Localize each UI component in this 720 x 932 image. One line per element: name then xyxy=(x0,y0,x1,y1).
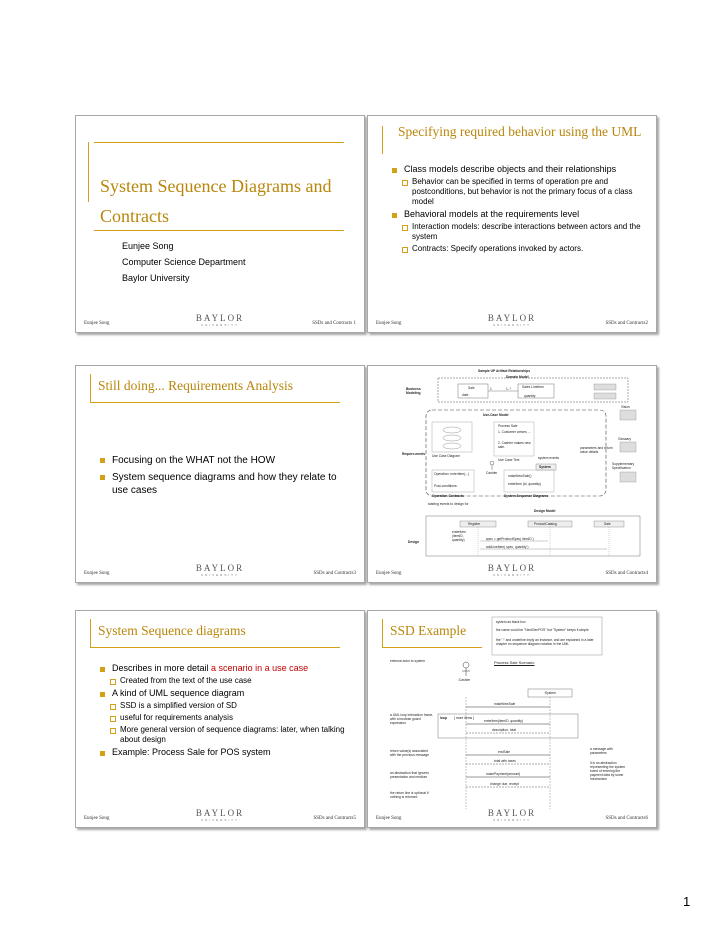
end-sale-message: endSale xyxy=(498,750,511,754)
slide-footer xyxy=(76,560,364,580)
sub-bullet: Created from the text of the use case xyxy=(110,676,354,686)
slide-3-body xyxy=(100,454,350,497)
baylor-logo xyxy=(488,313,536,327)
slide-2-title: Specifying required behavior using the UML xyxy=(398,124,642,139)
actor-head xyxy=(463,662,469,668)
slide-footer xyxy=(76,805,364,825)
system-label: :System xyxy=(544,691,556,695)
department: Computer Science Department xyxy=(122,257,246,267)
slide-footer xyxy=(368,560,656,580)
footer-course: SSDs and Contracts 1 xyxy=(312,321,356,326)
enter-item-design-label: enterItem (itemID, quantity) xyxy=(452,530,466,542)
slide-footer xyxy=(368,805,656,825)
date-label: date xyxy=(462,393,469,397)
use-case-text-label: Use Case Text xyxy=(498,458,520,462)
sale-label: Sale xyxy=(468,386,475,390)
add-line-label: addLineItem( spec, quantity ) xyxy=(486,545,529,549)
bullet: System sequence diagrams and how they relate to use cases xyxy=(100,471,350,497)
slide-6 xyxy=(367,610,657,828)
bullet: Class models describe objects and their relationships xyxy=(392,164,648,175)
sub-bullet: More general version of sequence diagrams: later, when talking about design xyxy=(110,725,354,745)
make-new-sale-message: makeNewSale xyxy=(494,702,516,706)
university: Baylor University xyxy=(122,273,190,283)
note-top: system as black box xyxy=(496,620,526,624)
logo-sub: UNIVERSITY xyxy=(492,323,531,327)
logo-word: BAYLOR xyxy=(195,313,245,323)
logo-word: BAYLOR xyxy=(195,563,245,573)
params-label: parameters and return value details xyxy=(580,446,613,454)
slide-5-title: System Sequence diagrams xyxy=(98,623,246,638)
footer-author: Eunjee Song xyxy=(376,321,402,326)
slide-5 xyxy=(75,610,365,828)
title-accent xyxy=(90,619,91,647)
placeholder-box xyxy=(594,384,616,390)
design-model-label: Design Model xyxy=(534,509,556,513)
title-accent xyxy=(382,126,383,154)
postconditions-label: Post-conditions: xyxy=(434,484,458,488)
logo-sub: UNIVERSITY xyxy=(200,323,239,327)
baylor-logo xyxy=(488,808,536,822)
use-case-diagram-box xyxy=(432,422,472,452)
footer-author: Eunjee Song xyxy=(376,816,402,821)
footer-author: Eunjee Song xyxy=(84,571,110,576)
slide-1 xyxy=(75,115,365,333)
footer-author: Eunjee Song xyxy=(376,571,402,576)
author-info xyxy=(122,238,246,286)
slide-footer xyxy=(76,310,364,330)
logo-sub: UNIVERSITY xyxy=(492,573,531,577)
footer-author: Eunjee Song xyxy=(84,321,110,326)
logo-word: BAYLOR xyxy=(487,313,537,323)
baylor-logo xyxy=(196,313,244,327)
enter-item-label: enterItem (id, quantity) xyxy=(508,482,541,486)
use-case-diagram-label: Use Case Diagram xyxy=(432,454,460,458)
system-events-label: system events xyxy=(538,456,560,460)
logo-sub: UNIVERSITY xyxy=(492,818,531,822)
title-rule-top xyxy=(94,142,344,143)
cashier-label: :Cashier xyxy=(458,678,471,682)
vision-doc xyxy=(620,410,636,420)
loop-label: loop xyxy=(440,716,447,720)
logo-word: BAYLOR xyxy=(487,808,537,818)
business-modeling-label: Business Modeling xyxy=(406,387,421,395)
description-total-return: description, total xyxy=(492,728,517,732)
mult-one: 1 xyxy=(490,387,492,391)
bullet-highlight: a scenario in a use case xyxy=(211,663,309,673)
baylor-logo xyxy=(196,563,244,577)
vision-label: Vision xyxy=(621,405,630,409)
placeholder-box xyxy=(594,393,616,399)
footer-course: SSDs and Contracts5 xyxy=(313,816,356,821)
total-taxes-return: total with taxes xyxy=(494,759,516,763)
customer-arrives: 1. Customer arrives ... xyxy=(498,430,531,434)
abstraction-note-2: it is an abstraction representing the system event of entering the payment data by some mechanism xyxy=(590,761,626,781)
bullet-text: Describes in more detail xyxy=(112,663,212,673)
mult-many: 1..* xyxy=(506,387,511,391)
title-accent xyxy=(90,374,91,402)
title-rule-left xyxy=(88,142,89,202)
logo-sub: UNIVERSITY xyxy=(200,818,239,822)
slide-3 xyxy=(75,365,365,583)
design-label: Design xyxy=(408,540,419,544)
slide-2-body xyxy=(392,164,648,256)
supplementary-label: Supplementary Specification xyxy=(612,462,635,470)
domain-model-label: Domain Model xyxy=(506,375,529,379)
process-sale-label: Process Sale xyxy=(498,424,518,428)
slide-4 xyxy=(367,365,657,583)
slide-1-title: System Sequence Diagrams and Contracts xyxy=(100,176,332,226)
footer-course: SSDs and Contracts3 xyxy=(313,571,356,576)
sub-bullet: Behavior can be specified in terms of operation pre and postconditions, but behavior is not the primary focus of a class model xyxy=(402,177,648,207)
footer-course: SSDs and Contracts4 xyxy=(605,571,648,576)
bullet: Behavioral models at the requirements level xyxy=(392,209,648,220)
slide-footer xyxy=(368,310,656,330)
starting-events-label: starting events to design for xyxy=(428,502,469,506)
slide-6-title: SSD Example xyxy=(390,623,467,638)
title-rule-bottom xyxy=(94,230,344,231)
product-catalog-label: ProductCatalog xyxy=(534,522,557,526)
note-top3: the ":" and underline imply an instance, and are explained in a later chapter on sequence diagram notation in the UML xyxy=(496,638,594,646)
footer-course: SSDs and Contracts2 xyxy=(605,321,648,326)
sub-bullet: Interaction models: describe interactions between actors and the system xyxy=(402,222,648,242)
scenario-label: Process Sale Scenario xyxy=(494,660,535,665)
spec-label: spec = getProductSpec( itemID ) xyxy=(486,537,534,541)
use-case-model-label: Use-Case Model xyxy=(483,413,509,417)
ssd-label: System Sequence Diagrams xyxy=(504,494,549,498)
title-rule xyxy=(90,647,340,648)
bullet: Focusing on the WHAT not the HOW xyxy=(100,454,350,467)
loop-note: a UML loop interaction frame, with a boolean guard expression xyxy=(390,713,434,725)
logo-word: BAYLOR xyxy=(487,563,537,573)
abstraction-note: an abstraction that ignores presentation and medium xyxy=(390,771,429,779)
slide-2 xyxy=(367,115,657,333)
return-value-note: return value(s) associated with the previous message xyxy=(390,749,430,757)
glossary-label: Glossary xyxy=(618,437,632,441)
return-line-note: the return line is optional if nothing is returned xyxy=(390,791,429,799)
guard-label: [ more items ] xyxy=(454,716,474,720)
slide-5-body xyxy=(100,663,354,758)
change-due-return: change due, receipt xyxy=(490,782,519,786)
sales-line-item-label: Sales LineItem xyxy=(522,385,544,389)
cashier-label: Cashier xyxy=(486,471,498,475)
operation-contracts-label: Operation Contracts xyxy=(432,494,464,498)
title-rule xyxy=(90,402,340,403)
author-name: Eunjee Song xyxy=(122,241,174,251)
external-actor-note: external actor to system xyxy=(390,659,425,663)
sale-object-label: Sale xyxy=(604,522,611,526)
footer-author: Eunjee Song xyxy=(84,816,110,821)
make-payment-message: makePayment(amount) xyxy=(486,772,521,776)
make-new-sale-label: makeNewSale() xyxy=(508,474,532,478)
cashier-makes: 2. Cashier makes new sale. xyxy=(498,441,531,449)
register-label: Register xyxy=(468,522,481,526)
supplementary-doc xyxy=(620,472,636,482)
footer-course: SSDs and Contracts6 xyxy=(605,816,648,821)
logo-sub: UNIVERSITY xyxy=(200,573,239,577)
logo-word: BAYLOR xyxy=(195,808,245,818)
operation-name-label: Operation: enterItem(...) xyxy=(434,472,470,476)
baylor-logo xyxy=(488,563,536,577)
sub-bullet: SSD is a simplified version of SD xyxy=(110,701,354,711)
message-note: a message with parameters xyxy=(590,747,613,755)
bullet: Example: Process Sale for POS system xyxy=(100,747,354,758)
glossary-doc xyxy=(620,442,636,452)
diagram-title: Sample UP Artifact Relationships xyxy=(478,369,531,373)
slide-3-title: Still doing... Requirements Analysis xyxy=(98,378,293,393)
requirements-label: Require-ments xyxy=(402,452,426,456)
enter-item-message: enterItem(itemID, quantity) xyxy=(484,719,524,723)
actor-head xyxy=(490,461,494,465)
system-label: System xyxy=(539,465,551,469)
sub-bullet: Contracts: Specify operations invoked by actors. xyxy=(402,244,648,254)
bullet: A kind of UML sequence diagram xyxy=(100,688,354,699)
quantity-label: quantity xyxy=(524,394,536,398)
note-top2: the name could be "NextGenPOS" but "System" keeps it simple xyxy=(496,628,589,632)
bullet xyxy=(100,663,354,674)
page-number: 1 xyxy=(683,894,691,909)
sub-bullet: useful for requirements analysis xyxy=(110,713,354,723)
baylor-logo xyxy=(196,808,244,822)
